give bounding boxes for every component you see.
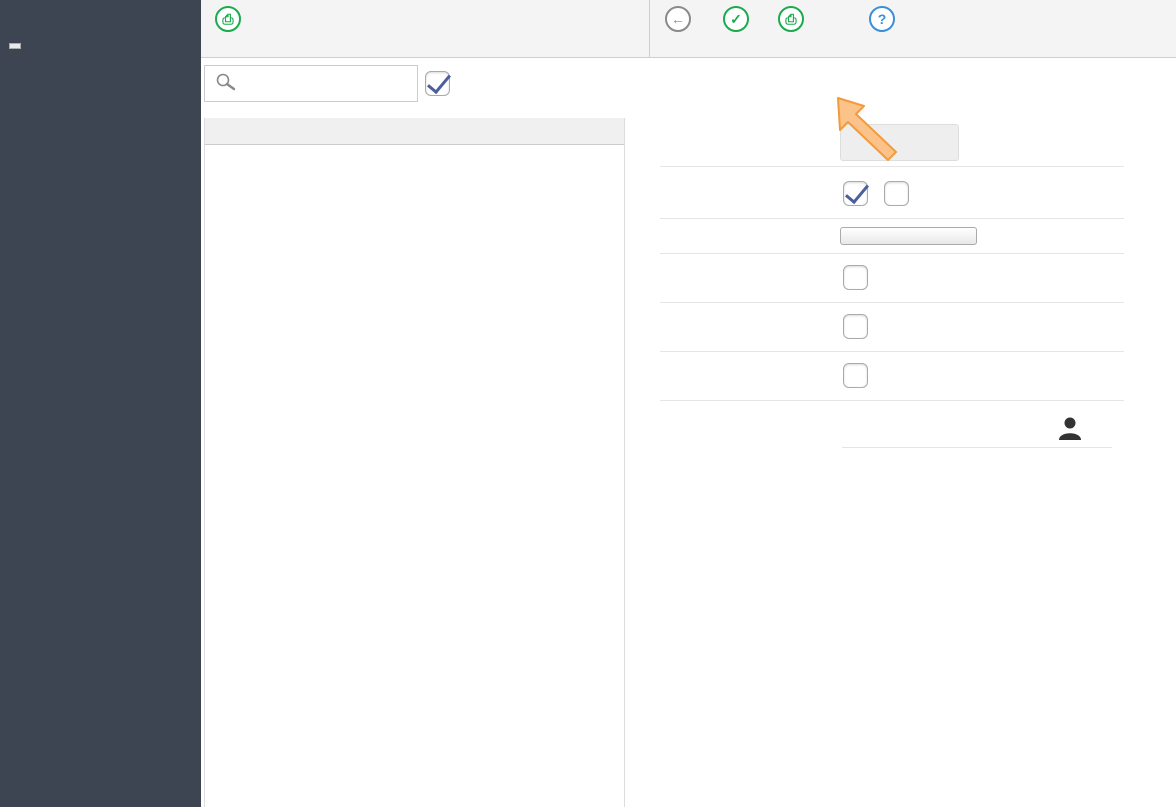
room-tree: [204, 118, 625, 807]
question-icon: ?: [869, 6, 895, 32]
search-icon: [215, 73, 239, 94]
pointer-arrow-icon: [832, 94, 904, 173]
paid-private-row: [660, 352, 1124, 401]
pay-no-receipt-row: [660, 254, 1124, 303]
paid-private-checkbox[interactable]: [843, 363, 868, 388]
tree-header[interactable]: [205, 118, 624, 145]
preset-tables-checkbox[interactable]: [884, 181, 909, 206]
pay-order-checkbox[interactable]: [843, 314, 868, 339]
customer-access-checkbox[interactable]: [843, 181, 868, 206]
toolbar-divider: [649, 0, 650, 58]
print-qr-button[interactable]: [778, 6, 804, 36]
user-icon: [1058, 416, 1082, 443]
save-button[interactable]: [723, 6, 749, 36]
search-input[interactable]: [253, 77, 403, 91]
actions-header-row: [842, 410, 1112, 448]
printer-icon: ⎙: [215, 6, 241, 32]
toolbar: [201, 0, 1176, 58]
sidebar: [0, 0, 201, 807]
search-box: [204, 65, 418, 102]
customer-access-row: [660, 167, 1124, 219]
printer-icon: ⎙: [778, 6, 804, 32]
pay-order-row: [660, 303, 1124, 352]
help-button[interactable]: [869, 6, 895, 36]
print-qr-button-left[interactable]: [215, 6, 241, 36]
arrow-left-icon: ←: [665, 6, 691, 32]
akt-checkbox[interactable]: [425, 71, 450, 96]
akt-filter[interactable]: [425, 71, 456, 96]
tooltip: [9, 43, 21, 49]
pay-no-receipt-checkbox[interactable]: [843, 265, 868, 290]
close-button[interactable]: [665, 6, 691, 36]
check-icon: ✓: [723, 6, 749, 32]
order-pickup-select[interactable]: [840, 227, 977, 245]
